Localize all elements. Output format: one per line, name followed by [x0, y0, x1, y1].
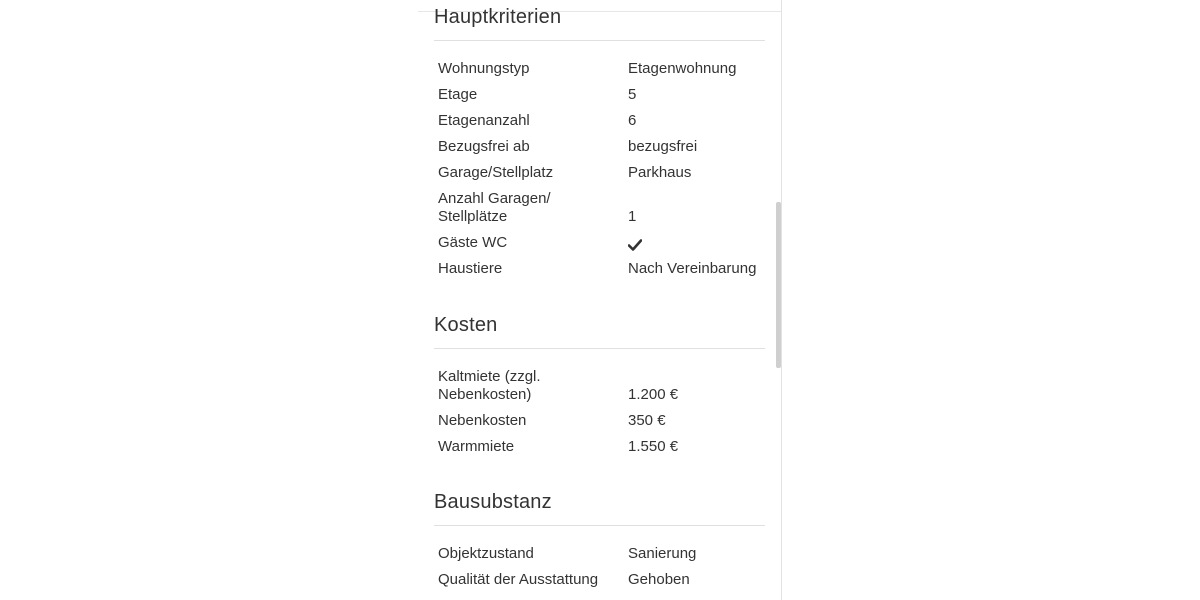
section-bausubstanz: [434, 491, 765, 589]
section-title: Bausubstanz: [434, 491, 552, 513]
detail-row-gaeste-wc: [434, 234, 765, 252]
detail-row-etagenanzahl: [434, 112, 765, 130]
detail-row-wohnungstyp: [434, 60, 765, 78]
detail-value: 5: [628, 86, 637, 103]
detail-value: 1: [628, 207, 637, 225]
section-kosten: [434, 314, 765, 455]
detail-value: Parkhaus: [628, 164, 692, 181]
detail-row-kaltmiete: [434, 368, 765, 403]
scrollbar-thumb[interactable]: [776, 202, 781, 368]
detail-label: Nebenkosten: [438, 411, 527, 429]
detail-label: Wohnungstyp: [438, 60, 530, 77]
detail-row-etage: [434, 86, 765, 104]
expose-details-panel: [418, 0, 782, 600]
detail-label: Kaltmiete (zzgl. Nebenkosten): [438, 368, 541, 403]
detail-value: Sanierung: [628, 545, 697, 562]
detail-row-nebenkosten: [434, 412, 765, 430]
detail-label: Garage/Stellplatz: [438, 164, 554, 181]
section-hauptkriterien: [434, 6, 765, 277]
detail-row-ausstattung: [434, 571, 765, 589]
detail-label: Qualität der Ausstattung: [438, 571, 599, 588]
detail-value: 350 €: [628, 411, 666, 429]
detail-value: bezugsfrei: [628, 138, 698, 155]
detail-label: Bezugsfrei ab: [438, 138, 530, 155]
detail-row-bezugsfrei: [434, 138, 765, 156]
detail-row-objektzustand: [434, 545, 765, 563]
section-title: Hauptkriterien: [434, 6, 562, 28]
checkmark-icon: [628, 239, 765, 251]
section-divider: [434, 525, 765, 526]
detail-row-anzahl-garagen: [434, 190, 765, 225]
detail-row-haustiere: [434, 260, 765, 278]
detail-label: Gäste WC: [438, 233, 508, 251]
detail-value: 6: [628, 112, 637, 129]
detail-label: Etage: [438, 86, 478, 103]
detail-label: Anzahl Garagen/ Stellplätze: [438, 190, 551, 225]
detail-label: Objektzustand: [438, 545, 534, 562]
section-title: Kosten: [434, 314, 498, 336]
detail-value: 1.200 €: [628, 385, 679, 403]
detail-value: Gehoben: [628, 571, 690, 588]
detail-row-garage: [434, 164, 765, 182]
detail-label: Warmmiete: [438, 437, 515, 455]
detail-value: 1.550 €: [628, 437, 679, 455]
section-divider: [434, 40, 765, 41]
detail-label: Etagenanzahl: [438, 112, 530, 129]
detail-value: Nach Vereinbarung: [628, 259, 757, 277]
detail-row-warmmiete: [434, 438, 765, 456]
detail-value: Etagenwohnung: [628, 60, 737, 77]
section-divider: [434, 348, 765, 349]
detail-label: Haustiere: [438, 259, 503, 277]
